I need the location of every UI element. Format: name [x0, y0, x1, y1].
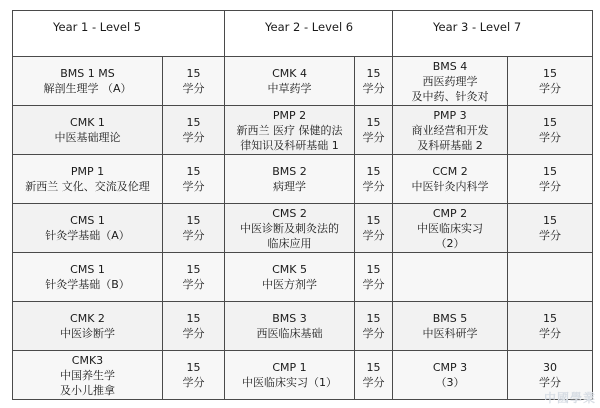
course-row [13, 204, 593, 253]
course-code: BMS 4 [432, 59, 468, 73]
course-code: CMK 2 [70, 312, 105, 325]
course-title-line: 及中药、针灸对 [411, 89, 489, 103]
course-title-line: 针灸学基础（B） [45, 278, 130, 291]
course-cell [393, 302, 508, 351]
course-title-line: 中医诊断及刺灸法的 [240, 221, 340, 235]
course-code: CMK 1 [70, 116, 105, 129]
credit-unit: 学分 [539, 180, 562, 193]
course-row [13, 106, 593, 155]
credit-value: 15 [366, 165, 381, 178]
course-title-line: 西医药理学 [422, 74, 478, 88]
course-cell [225, 253, 355, 302]
credit-value: 15 [186, 214, 201, 227]
course-code: PMP 3 [433, 108, 467, 122]
credit-value: 15 [366, 312, 381, 325]
course-code: BMS 5 [432, 312, 468, 325]
credit-unit: 学分 [362, 278, 385, 291]
credit-unit: 学分 [182, 229, 205, 242]
credit-cell [508, 106, 593, 155]
course-code: BMS 3 [272, 312, 307, 325]
course-title-line: 及小儿推拿 [60, 383, 115, 397]
course-cell [13, 302, 163, 351]
course-row [13, 155, 593, 204]
credit-value: 15 [366, 67, 381, 80]
credit-cell [355, 253, 393, 302]
credit-cell [355, 351, 393, 400]
course-title-line: 中国养生学 [60, 368, 115, 382]
credit-value: 15 [186, 312, 201, 325]
credit-unit: 学分 [362, 229, 385, 242]
year-2-header: Year 2 - Level 6 [225, 11, 393, 57]
course-code: CCM 2 [432, 165, 468, 178]
credit-unit: 学分 [539, 229, 562, 242]
course-cell [225, 204, 355, 253]
credit-cell [355, 155, 393, 204]
year-1-header: Year 1 - Level 5 [13, 11, 225, 57]
credit-value: 15 [543, 165, 558, 178]
course-cell [13, 155, 163, 204]
credit-value: 30 [543, 361, 558, 374]
credit-unit: 学分 [182, 376, 205, 389]
course-cell [393, 204, 508, 253]
course-title-line: 中医方剂学 [262, 278, 318, 291]
course-cell [393, 106, 508, 155]
course-cell [393, 253, 508, 302]
credit-value: 15 [543, 67, 558, 80]
course-code: CMS 2 [272, 206, 307, 220]
curriculum-table [12, 10, 593, 400]
course-row [13, 253, 593, 302]
credit-cell [163, 302, 225, 351]
credit-value: 15 [186, 361, 201, 374]
course-cell [13, 106, 163, 155]
credit-value: 15 [543, 214, 558, 227]
credit-cell [508, 155, 593, 204]
course-code: CMP 1 [272, 361, 307, 374]
credit-value: 15 [366, 116, 381, 129]
course-cell [225, 302, 355, 351]
course-title-line: 及科研基础 2 [417, 138, 483, 152]
course-title-line: 中医临床实习（1） [242, 376, 338, 389]
course-title-line: 中医针灸内科学 [411, 180, 489, 193]
credit-unit: 学分 [539, 376, 562, 389]
course-title-line: 律知识及科研基础 1 [240, 138, 339, 152]
watermark-logo: 中國學業 [543, 391, 596, 405]
course-row [13, 302, 593, 351]
credit-cell [355, 302, 393, 351]
credit-value: 15 [366, 263, 381, 276]
course-code: BMS 1 MS [60, 67, 115, 80]
year-3-header: Year 3 - Level 7 [393, 11, 593, 57]
credit-cell [508, 302, 593, 351]
course-cell [13, 253, 163, 302]
course-title-line: 病理学 [273, 180, 307, 193]
credit-unit: 学分 [362, 327, 385, 340]
course-cell [393, 351, 508, 400]
course-cell [225, 106, 355, 155]
credit-unit: 学分 [539, 327, 562, 340]
course-row [13, 57, 593, 106]
credit-value: 15 [366, 214, 381, 227]
credit-cell [508, 253, 593, 302]
credit-cell [163, 57, 225, 106]
credit-cell [163, 253, 225, 302]
credit-cell [355, 106, 393, 155]
credit-unit: 学分 [362, 180, 385, 193]
credit-value: 15 [186, 263, 201, 276]
course-title-line: 中草药学 [267, 82, 312, 95]
credit-cell [163, 351, 225, 400]
credit-unit: 学分 [182, 131, 205, 144]
credit-cell [163, 155, 225, 204]
credit-unit: 学分 [362, 131, 385, 144]
course-code: CMP 3 [432, 361, 468, 374]
credit-value: 15 [186, 67, 201, 80]
course-cell [225, 57, 355, 106]
course-cell [13, 351, 163, 400]
course-code: CMK 4 [272, 67, 307, 80]
credit-value: 15 [543, 116, 558, 129]
course-title-line: 针灸学基础（A） [45, 229, 130, 242]
credit-unit: 学分 [539, 82, 562, 95]
course-code: CMP 2 [432, 206, 468, 220]
course-title-line: 中医临床实习 [417, 221, 484, 235]
credit-unit: 学分 [539, 131, 562, 144]
course-cell [393, 155, 508, 204]
credit-cell [508, 57, 593, 106]
course-code: CMK 5 [272, 263, 307, 276]
course-title-line: 西医临床基础 [256, 327, 323, 340]
credit-value: 15 [366, 361, 381, 374]
course-title-line: 中医科研学 [422, 327, 478, 340]
credit-value: 15 [186, 116, 201, 129]
course-code: BMS 2 [272, 165, 307, 178]
course-title-line: 中医基础理论 [54, 131, 121, 144]
credit-unit: 学分 [362, 82, 385, 95]
credit-unit: 学分 [182, 180, 205, 193]
credit-unit: 学分 [362, 376, 385, 389]
course-code: PMP 1 [70, 165, 105, 178]
credit-value: 15 [186, 165, 201, 178]
course-title-line: （3） [435, 376, 465, 389]
course-title-line: 中医诊断学 [60, 327, 115, 340]
credit-cell [355, 57, 393, 106]
credit-cell [163, 106, 225, 155]
course-title-line: 新西兰 医疗 保健的法 [236, 123, 343, 137]
course-cell [13, 204, 163, 253]
credit-cell [508, 204, 593, 253]
course-title-line: 新西兰 文化、交流及伦理 [25, 180, 150, 193]
course-code: CMS 1 [70, 214, 105, 227]
course-code: PMP 2 [272, 108, 307, 122]
course-code: CMK3 [71, 353, 104, 367]
course-title-line: （2） [435, 236, 465, 250]
course-cell [13, 57, 163, 106]
credit-cell [355, 204, 393, 253]
course-title-line: 商业经营和开发 [411, 123, 489, 137]
credit-cell [163, 204, 225, 253]
credit-unit: 学分 [182, 278, 205, 291]
year-header-row [13, 11, 593, 57]
course-cell [225, 351, 355, 400]
course-cell [393, 57, 508, 106]
course-code: CMS 1 [70, 263, 105, 276]
course-row [13, 351, 593, 400]
credit-unit: 学分 [182, 327, 205, 340]
course-cell [225, 155, 355, 204]
course-title-line: 解剖生理学 （A） [43, 82, 132, 95]
credit-value: 15 [543, 312, 558, 325]
credit-unit: 学分 [182, 82, 205, 95]
course-title-line: 临床应用 [267, 236, 312, 250]
